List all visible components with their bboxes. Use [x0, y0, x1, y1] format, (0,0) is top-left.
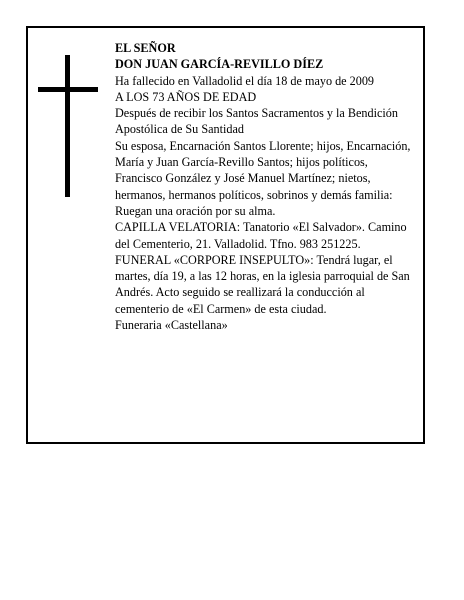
- prayer-request: Ruegan una oración por su alma.: [115, 203, 276, 218]
- sacraments-line: Después de recibir los Santos Sacramentos y la Bendición Apostólica de Su Santidad: [115, 106, 398, 137]
- chapel-info: CAPILLA VELATORIA: Tanatorio «El Salvador». Camino del Cementerio, 21. Valladolid. Tfno. 983 251225.: [115, 220, 407, 251]
- age-line: A LOS 73 AÑOS DE EDAD: [115, 89, 257, 104]
- title-line-1: EL SEÑOR: [115, 41, 176, 55]
- family-line: Su esposa, Encarnación Santos Llorente; hijos, Encarnación, María y Juan García-Revillo Santos; hijos políticos, Francisco González y José Manuel Martínez; nietos, hermanos, hermanos políticos, sobrinos y demás familia:: [115, 138, 411, 202]
- funeral-home: Funeraria «Castellana»: [115, 318, 228, 333]
- deceased-name: DON JUAN GARCÍA-REVILLO DÍEZ: [115, 57, 324, 72]
- notice-text-block: [115, 40, 415, 333]
- cross-horizontal-bar: [38, 87, 98, 92]
- funeral-info: FUNERAL «CORPORE INSEPULTO»: Tendrá lugar, el martes, día 19, a las 12 horas, en la iglesia parroquial de San Andrés. Acto seguido se reallizará la conducción al cementerio de «El Carmen» de esta ciudad.: [115, 252, 410, 316]
- cross-vertical-bar: [65, 55, 70, 197]
- death-info: Ha fallecido en Valladolid el día 18 de mayo de 2009: [115, 73, 375, 88]
- cross-icon: [38, 55, 98, 197]
